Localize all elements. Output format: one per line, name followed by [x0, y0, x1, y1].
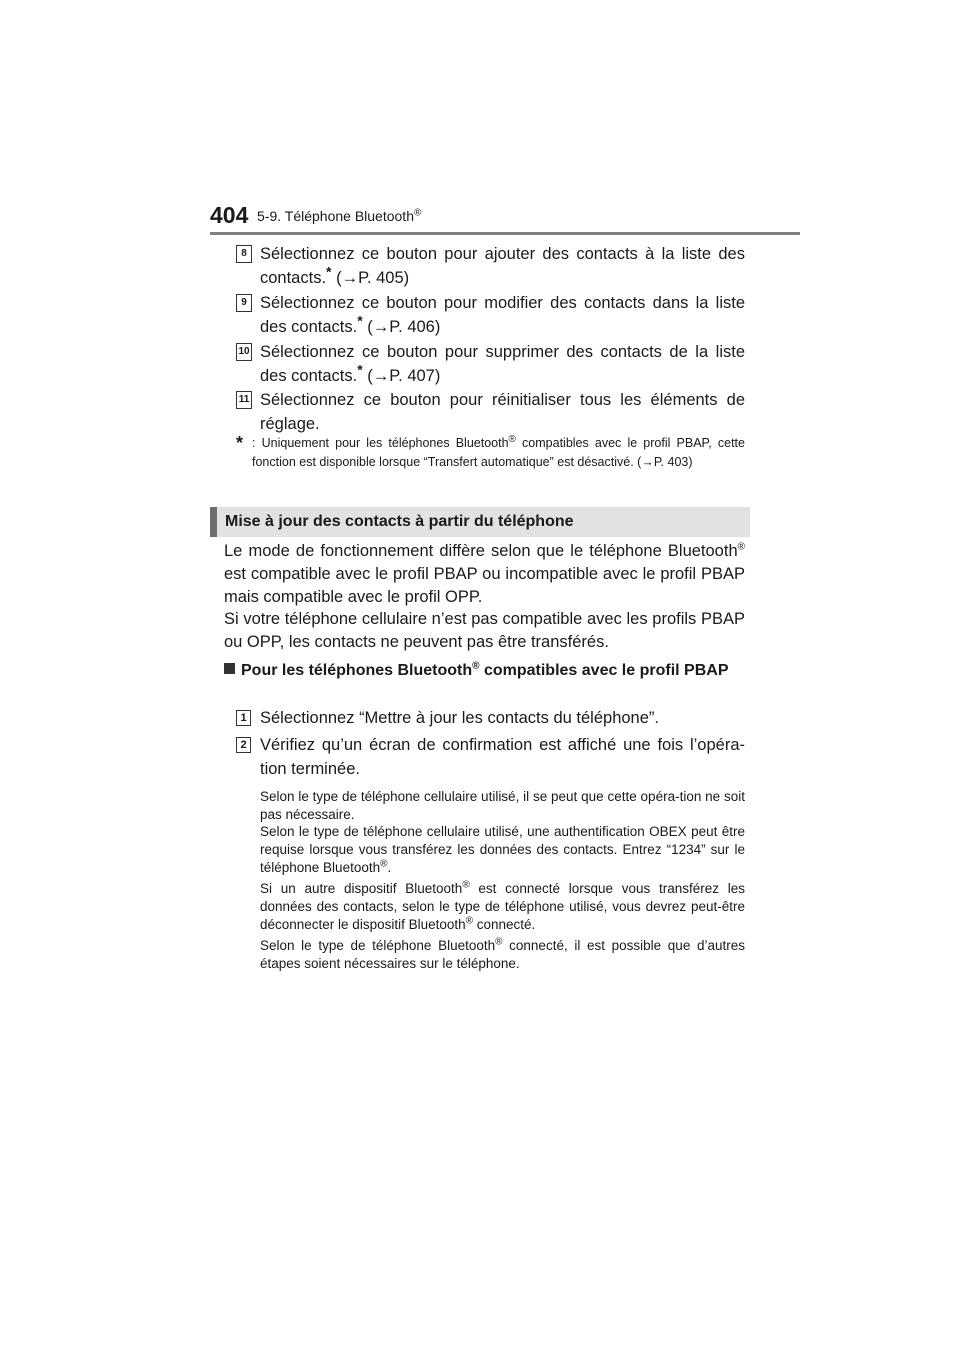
- item-number-badge: 11: [236, 391, 252, 409]
- section-title: [257, 206, 421, 226]
- page-reference: (→P. 406): [367, 318, 441, 336]
- square-bullet-icon: [224, 663, 235, 674]
- item-number-badge: 9: [236, 294, 252, 312]
- item-number-badge: 10: [236, 343, 252, 361]
- section-banner: [210, 507, 750, 537]
- step-number-badge: 1: [236, 710, 251, 726]
- registered-mark: ®: [413, 207, 422, 219]
- item-text: Sélectionnez ce bouton pour supprimer des contacts de la liste des contacts.* (→P. 407): [260, 343, 745, 385]
- footnote: [236, 434, 745, 472]
- registered-mark: ®: [465, 915, 474, 927]
- paragraph: Le mode de fonctionnement diffère selon que le téléphone Bluetooth® est compatible avec le profil PBAP ou incompatible avec le profil PBAP mais compatible avec le profil OPP.: [224, 541, 745, 606]
- page-header: [210, 200, 800, 236]
- page-reference: (→P. 407): [367, 367, 441, 385]
- registered-mark: ®: [462, 879, 470, 891]
- note-text: Selon le type de téléphone cellulaire utilisé, il se peut que cette opéra-tion ne soit pas nécessaire.: [260, 789, 745, 822]
- paragraph: Si votre téléphone cellulaire n’est pas compatible avec les profils PBAP ou OPP, les contacts ne peuvent pas être transférés.: [224, 610, 745, 651]
- footnote-text: : Uniquement pour les téléphones Bluetooth® compatibles avec le profil PBAP, cette fonction est disponible lorsque “Transfert automatique” est désactivé. (→P. 403): [252, 433, 745, 469]
- registered-mark: ®: [495, 936, 503, 948]
- step-text: Vérifiez qu’un écran de confirmation est affiché une fois l’opéra-tion terminée.: [260, 736, 745, 778]
- banner-accent-bar: [210, 507, 217, 537]
- subheading: Pour les téléphones Bluetooth® compatibles avec le profil PBAP: [224, 659, 745, 682]
- step-text: Sélectionnez “Mettre à jour les contacts du téléphone”.: [260, 709, 659, 727]
- registered-mark: ®: [508, 433, 516, 445]
- item-text: Sélectionnez ce bouton pour ajouter des contacts à la liste des contacts.* (→P. 405): [260, 245, 745, 287]
- page-reference: (→P. 405): [336, 269, 410, 287]
- asterisk-mark: *: [357, 312, 363, 329]
- banner-title: Mise à jour des contacts à partir du téléphone: [225, 513, 574, 530]
- item-text: Sélectionnez ce bouton pour réinitialiser tous les éléments de réglage.: [260, 391, 745, 433]
- note-text: Selon le type de téléphone Bluetooth® connecté, il est possible que d’autres étapes soient nécessaires sur le téléphone.: [260, 936, 745, 971]
- section-title-text: 5-9. Téléphone Bluetooth: [257, 208, 414, 224]
- item-text: Sélectionnez ce bouton pour modifier des contacts dans la liste des contacts.* (→P. 406): [260, 294, 745, 336]
- note-text: Si un autre dispositif Bluetooth® est connecté lorsque vous transférez les données des contacts, selon le type de téléphone utilisé, vous devrez peut-être déconnecter le dispositif Bluetooth® connecté.: [260, 879, 745, 932]
- asterisk-mark: *: [326, 263, 332, 280]
- footnote-asterisk: *: [236, 433, 244, 453]
- registered-mark: ®: [472, 660, 480, 672]
- note-text: Selon le type de téléphone cellulaire utilisé, une authentification OBEX peut être requise lorsque vous transférez les données des contacts. Entrez “1234” sur le téléphone Bluetooth®.: [260, 824, 745, 875]
- registered-mark: ®: [380, 858, 388, 870]
- header-rule: [210, 232, 800, 235]
- page-number: 404: [210, 202, 249, 228]
- item-number-badge: 8: [236, 245, 252, 263]
- step-number-badge: 2: [236, 737, 251, 753]
- registered-mark: ®: [737, 541, 745, 553]
- asterisk-mark: *: [357, 361, 363, 378]
